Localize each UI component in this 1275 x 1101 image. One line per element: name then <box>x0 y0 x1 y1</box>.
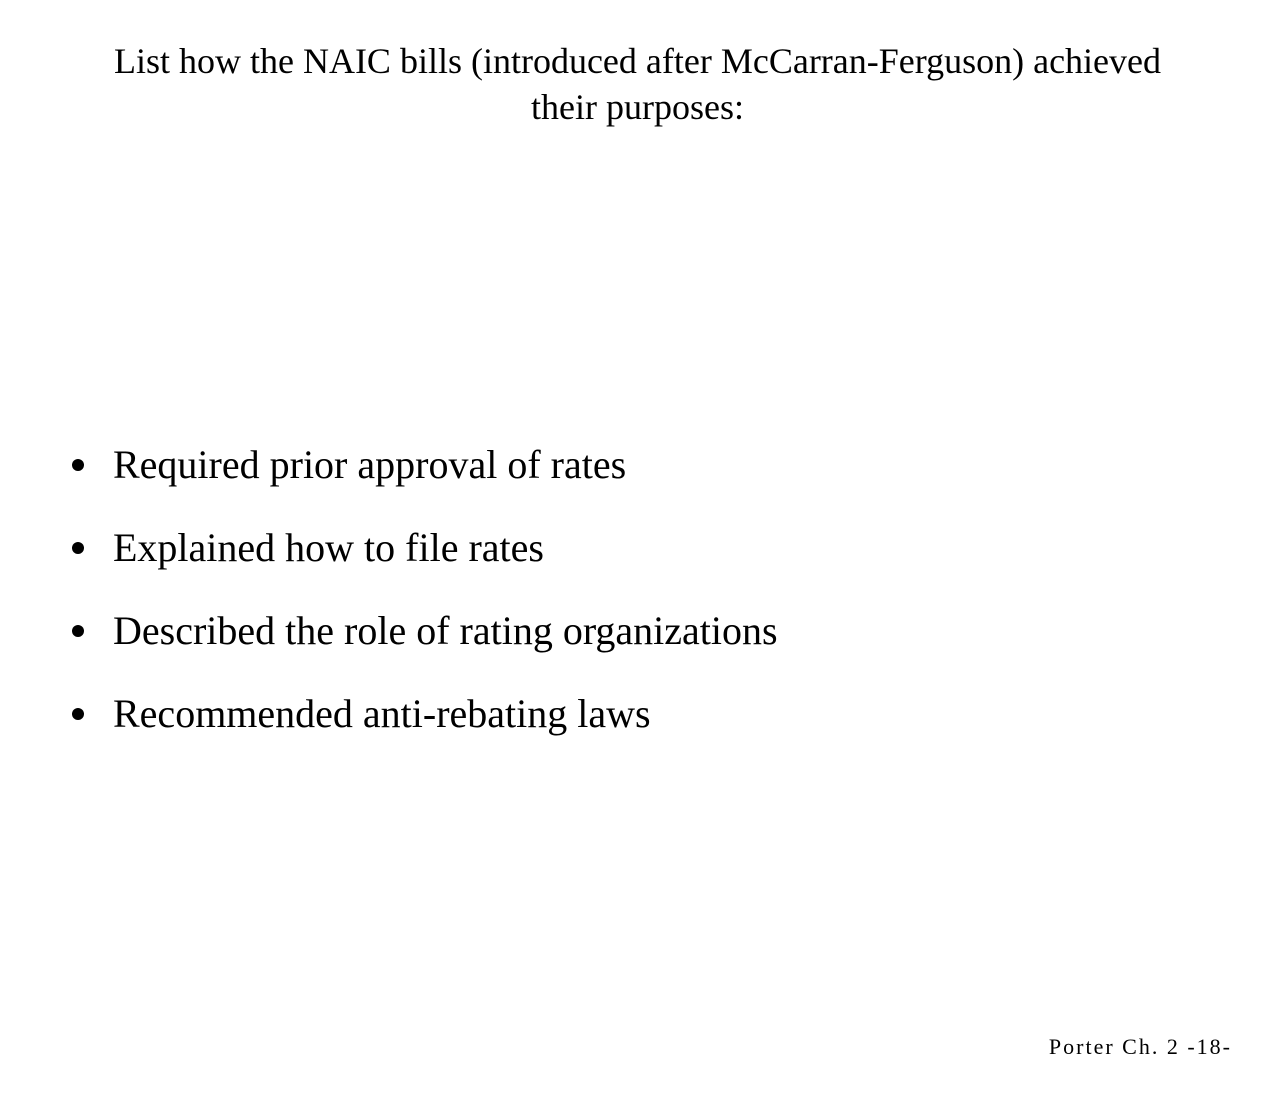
bullet-icon <box>72 459 84 471</box>
bullet-list <box>70 441 778 773</box>
page-title <box>0 38 1275 130</box>
page-title-line-2: their purposes: <box>531 87 744 127</box>
list-item-text: Described the role of rating organizations <box>113 608 778 653</box>
list-item <box>70 524 778 572</box>
bullet-icon <box>72 625 84 637</box>
page-footer: Porter Ch. 2 -18- <box>1048 1034 1232 1059</box>
list-item-text: Explained how to file rates <box>113 525 544 570</box>
bullet-icon <box>72 542 84 554</box>
list-item-text: Required prior approval of rates <box>113 442 627 487</box>
list-item <box>70 607 778 655</box>
list-item <box>70 690 778 738</box>
list-item-text: Recommended anti-rebating laws <box>113 691 651 736</box>
bullet-icon <box>72 708 84 720</box>
list-item <box>70 441 778 489</box>
page-title-line-1: List how the NAIC bills (introduced after McCarran-Ferguson) achieved <box>113 41 1162 81</box>
